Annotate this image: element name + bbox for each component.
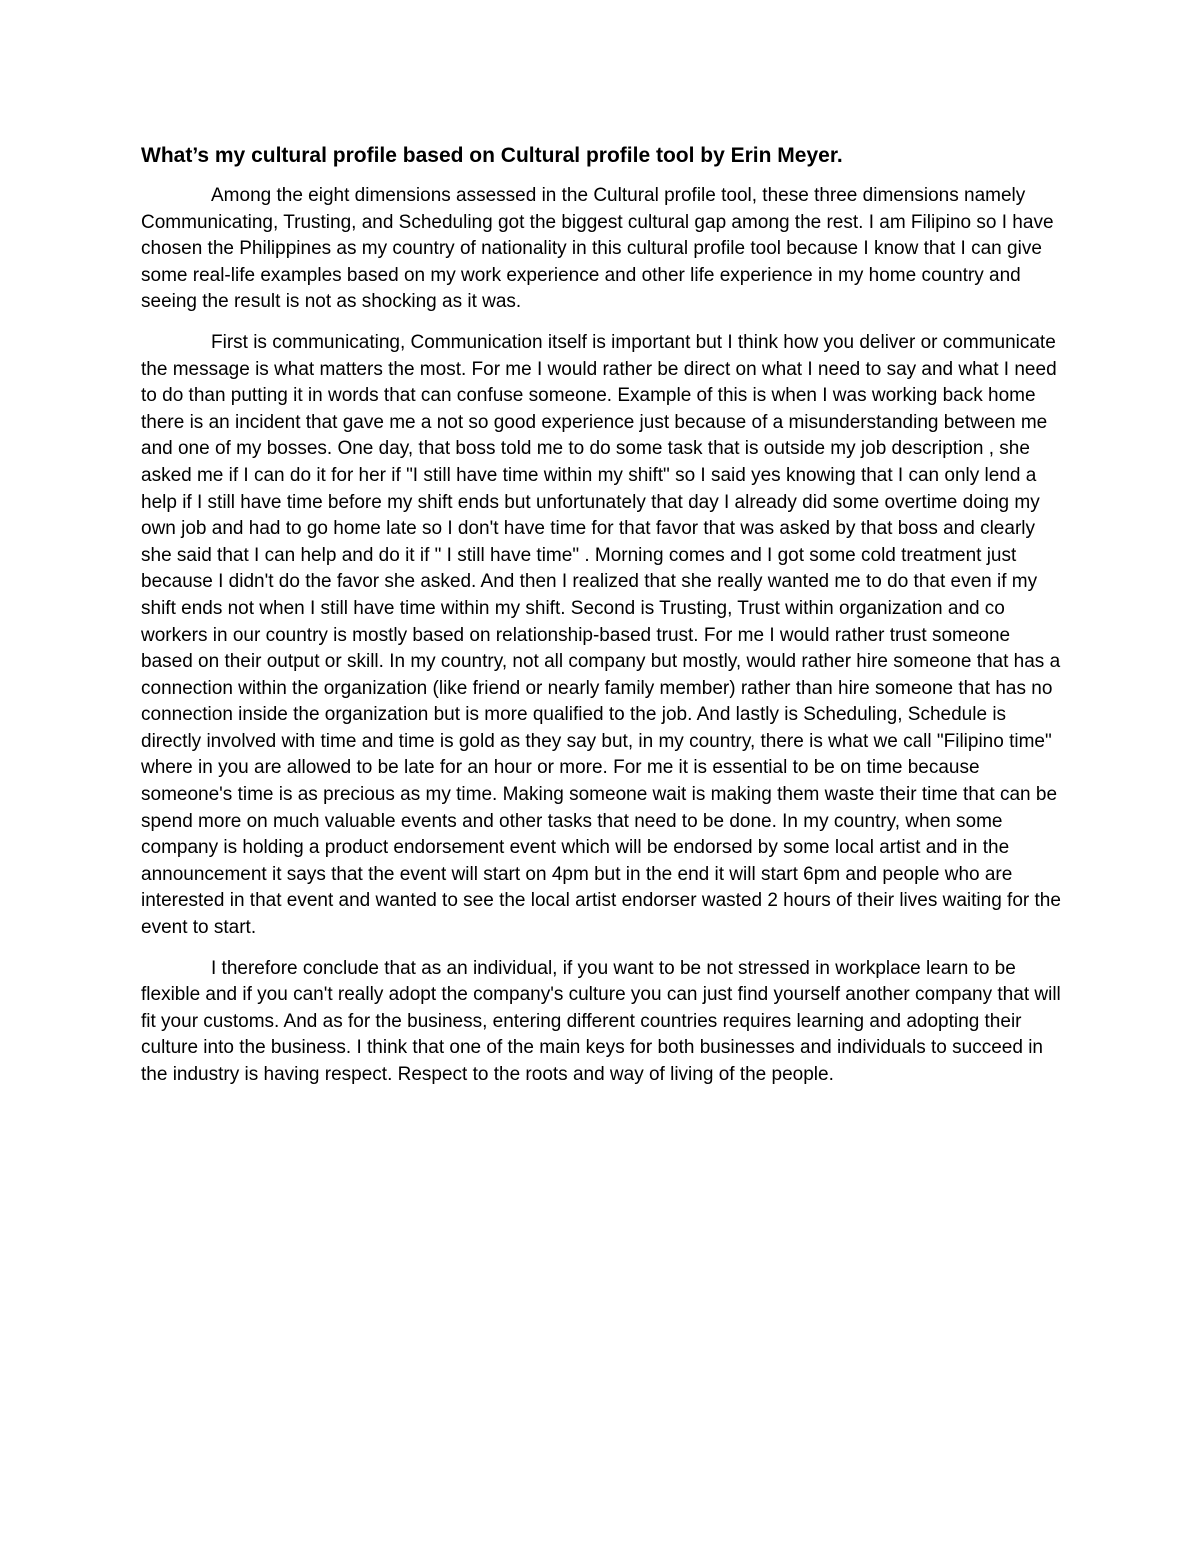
paragraph-conclusion: I therefore conclude that as an individual, if you want to be not stressed in workplace learn to be flexible and if you can't really adopt the company's culture you can just find yourself another company that will fit your customs. And as for the business, entering different countries requires learning and adopting their culture into the business. I think that one of the main keys for both businesses and individuals to succeed in the industry is having respect. Respect to the roots and way of living of the people. — [141, 957, 1061, 1085]
document-title: What’s my cultural profile based on Cultural profile tool by Erin Meyer. — [141, 144, 843, 167]
paragraph-introduction: Among the eight dimensions assessed in the Cultural profile tool, these three dimensions namely Communicating, Trusting, and Scheduling got the biggest cultural gap among the rest. I am Filipino so I have chosen the Philippines as my country of nationality in this cultural profile tool because I know that I can give some real-life examples based on my work experience and other life experience in my home country and seeing the result is not as shocking as it was. — [141, 185, 1054, 313]
paragraph-discussion: First is communicating, Communication itself is important but I think how you deliver or communicate the message is what matters the most. For me I would rather be direct on what I need to say and what I need to do than putting it in words that can confuse someone. Example of this is when I was working back home there is an incident that gave me a not so good experience just because of a misunderstanding between me and one of my bosses. One day, that boss told me to do some task that is outside my job description , she asked me if I can do it for her if "I still have time within my shift" so I said yes knowing that I can only lend a help if I still have time before my shift ends but unfortunately that day I already did some overtime doing my own job and had to go home late so I don't have time for that favor that was asked by that boss and clearly she said that I can help and do it if " I still have time" . Morning comes and I got some cold treatment just because I didn't do the favor she asked. And then I realized that she really wanted me to do that even if my shift ends not when I still have time within my shift. Second is Trusting, Trust within organization and co workers in our country is mostly based on relationship-based trust. For me I would rather trust someone based on their output or skill. In my country, not all company but mostly, would rather hire someone that has a connection within the organization (like friend or nearly family member) rather than hire someone that has no connection inside the organization but is more qualified to the job. And lastly is Scheduling, Schedule is directly involved with time and time is gold as they say but, in my country, there is what we call "Filipino time" where in you are allowed to be late for an hour or more. For me it is essential to be on time because someone's time is as precious as my time. Making someone wait is making them waste their time that can be spend more on much valuable events and other tasks that need to be done. In my country, when some company is holding a product endorsement event which will be endorsed by some local artist and in the announcement it says that the event will start on 4pm but in the end it will start 6pm and people who are interested in that event and wanted to see the local artist endorser wasted 2 hours of their lives waiting for the event to start. — [141, 331, 1061, 939]
document-body — [141, 141, 1066, 1103]
